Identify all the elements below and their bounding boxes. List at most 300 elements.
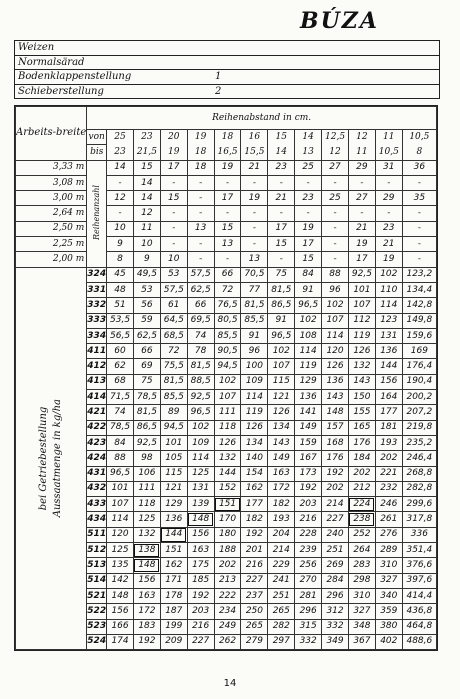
table-cell: - bbox=[402, 206, 436, 221]
table-cell: - bbox=[187, 237, 214, 252]
table-cell: 402 bbox=[375, 634, 402, 649]
table-cell: - bbox=[187, 175, 214, 190]
table-cell: 246,4 bbox=[402, 451, 436, 466]
table-cell: 238 bbox=[348, 512, 375, 527]
table-cell: 142 bbox=[107, 573, 134, 588]
table-cell: 129 bbox=[295, 374, 322, 389]
table-cell: 115 bbox=[160, 466, 187, 481]
table-cell: 281 bbox=[295, 588, 322, 603]
table-cell: 154 bbox=[241, 466, 268, 481]
table-cell: - bbox=[322, 175, 349, 190]
table-cell: 125 bbox=[187, 466, 214, 481]
table-cell: 53 bbox=[133, 282, 160, 297]
von-value: 12,5 bbox=[322, 130, 349, 145]
table-cell: 81,5 bbox=[160, 374, 187, 389]
table-cell: 162 bbox=[160, 558, 187, 573]
table-cell: 193 bbox=[375, 435, 402, 450]
table-cell: 94,5 bbox=[214, 359, 241, 374]
table-cell: 75,5 bbox=[160, 359, 187, 374]
table-cell: 163 bbox=[268, 466, 295, 481]
table-cell: 107 bbox=[322, 313, 349, 328]
table-cell: 101 bbox=[107, 481, 134, 496]
table-cell: 121 bbox=[268, 390, 295, 405]
table-cell: 102 bbox=[375, 267, 402, 282]
table-cell: 81,5 bbox=[268, 282, 295, 297]
table-cell: 224 bbox=[348, 497, 375, 512]
table-cell: 181 bbox=[375, 420, 402, 435]
table-cell: 227 bbox=[322, 512, 349, 527]
table-cell: 214 bbox=[268, 543, 295, 558]
table-cell: 340 bbox=[375, 588, 402, 603]
table-cell: - bbox=[214, 206, 241, 221]
table-cell: 239 bbox=[295, 543, 322, 558]
gear-setting: 411 bbox=[87, 344, 107, 359]
gear-setting: 333 bbox=[87, 313, 107, 328]
gear-setting: 522 bbox=[87, 604, 107, 619]
table-cell: - bbox=[348, 206, 375, 221]
table-cell: 76,5 bbox=[214, 298, 241, 313]
table-cell: 109 bbox=[187, 435, 214, 450]
table-cell: - bbox=[402, 237, 436, 252]
table-cell: 92,5 bbox=[348, 267, 375, 282]
table-cell: 227 bbox=[187, 634, 214, 649]
table-cell: 136 bbox=[375, 344, 402, 359]
table-cell: 17 bbox=[295, 237, 322, 252]
header-label: Normalsärad bbox=[18, 56, 85, 68]
table-cell: 241 bbox=[268, 573, 295, 588]
table-cell: 111 bbox=[214, 405, 241, 420]
table-cell: 298 bbox=[348, 573, 375, 588]
table-cell: 172 bbox=[133, 604, 160, 619]
table-cell: 96,5 bbox=[295, 298, 322, 313]
row-count-label-cell bbox=[87, 160, 107, 267]
table-cell: 171 bbox=[160, 573, 187, 588]
table-cell: - bbox=[322, 221, 349, 236]
table-cell: 106 bbox=[133, 466, 160, 481]
table-cell: 150 bbox=[348, 390, 375, 405]
table-cell: 19 bbox=[214, 160, 241, 175]
table-cell: 131 bbox=[187, 481, 214, 496]
table-cell: 202 bbox=[375, 451, 402, 466]
table-cell: 131 bbox=[375, 328, 402, 343]
table-cell: 69,5 bbox=[187, 313, 214, 328]
gear-setting: 512 bbox=[87, 543, 107, 558]
table-cell: 126 bbox=[322, 359, 349, 374]
table-cell: 269 bbox=[322, 558, 349, 573]
table-cell: 10 bbox=[160, 252, 187, 267]
table-cell: 123 bbox=[375, 313, 402, 328]
table-cell: 156 bbox=[187, 527, 214, 542]
table-cell: 25 bbox=[295, 160, 322, 175]
bis-value: 11 bbox=[348, 145, 375, 160]
table-cell: 167 bbox=[295, 451, 322, 466]
table-cell: 10 bbox=[133, 237, 160, 252]
table-cell: 170 bbox=[214, 512, 241, 527]
table-cell: 119 bbox=[295, 359, 322, 374]
table-cell: 262 bbox=[214, 634, 241, 649]
table-cell: 105 bbox=[160, 451, 187, 466]
seed-rate-table bbox=[14, 105, 438, 651]
table-cell: 80,5 bbox=[214, 313, 241, 328]
bis-value: 19 bbox=[160, 145, 187, 160]
gear-setting: 513 bbox=[87, 558, 107, 573]
bis-value: 16,5 bbox=[214, 145, 241, 160]
table-cell: 92,5 bbox=[133, 435, 160, 450]
table-cell: 85,5 bbox=[214, 328, 241, 343]
table-cell: 21 bbox=[348, 221, 375, 236]
table-cell: 90,5 bbox=[214, 344, 241, 359]
header-row bbox=[15, 41, 439, 56]
table-cell: 265 bbox=[268, 604, 295, 619]
work-width: 2,50 m bbox=[16, 221, 87, 236]
table-cell: 315 bbox=[295, 619, 322, 634]
table-cell: 107 bbox=[268, 359, 295, 374]
table-cell: 256 bbox=[295, 558, 322, 573]
table-cell: 23 bbox=[375, 221, 402, 236]
gear-setting: 424 bbox=[87, 451, 107, 466]
table-cell: 96,5 bbox=[107, 466, 134, 481]
work-width: 2,64 m bbox=[16, 206, 87, 221]
table-cell: 148 bbox=[107, 588, 134, 603]
table-cell: 96,5 bbox=[268, 328, 295, 343]
bis-value: 18 bbox=[187, 145, 214, 160]
table-row bbox=[16, 267, 437, 282]
table-cell: 367 bbox=[348, 634, 375, 649]
table-cell: 203 bbox=[187, 604, 214, 619]
table-cell: 114 bbox=[322, 328, 349, 343]
gear-setting: 332 bbox=[87, 298, 107, 313]
table-cell: 81,5 bbox=[187, 359, 214, 374]
table-cell: 89 bbox=[160, 405, 187, 420]
work-width: 3,00 m bbox=[16, 191, 87, 206]
table-cell: 397,6 bbox=[402, 573, 436, 588]
table-cell: 268,8 bbox=[402, 466, 436, 481]
gear-setting: 422 bbox=[87, 420, 107, 435]
table-cell: 17 bbox=[160, 160, 187, 175]
table-cell: 414,4 bbox=[402, 588, 436, 603]
table-cell: 51 bbox=[107, 298, 134, 313]
table-cell: 77 bbox=[241, 282, 268, 297]
row-count-label: Reihenanzahl bbox=[91, 184, 101, 240]
table-cell: 72 bbox=[160, 344, 187, 359]
table-cell: 86,5 bbox=[268, 298, 295, 313]
table-cell: 376,6 bbox=[402, 558, 436, 573]
table-cell: 102 bbox=[268, 344, 295, 359]
von-value: 10,5 bbox=[402, 130, 436, 145]
table-cell: - bbox=[214, 175, 241, 190]
table-cell: 11 bbox=[133, 221, 160, 236]
table-cell: 151 bbox=[160, 543, 187, 558]
von-value: 16 bbox=[241, 130, 268, 145]
table-cell: 351,4 bbox=[402, 543, 436, 558]
table-cell: 162 bbox=[241, 481, 268, 496]
table-cell: 229 bbox=[268, 558, 295, 573]
table-cell: - bbox=[187, 252, 214, 267]
table-cell: - bbox=[107, 206, 134, 221]
table-cell: 199 bbox=[160, 619, 187, 634]
table-cell: 92,5 bbox=[187, 390, 214, 405]
table-cell: 282 bbox=[268, 619, 295, 634]
von-value: 15 bbox=[268, 130, 295, 145]
table-cell: 68 bbox=[107, 374, 134, 389]
header-row bbox=[15, 56, 439, 71]
table-cell: 227 bbox=[241, 573, 268, 588]
table-cell: 126 bbox=[241, 420, 268, 435]
table-cell: 144 bbox=[214, 466, 241, 481]
table-cell: 91 bbox=[295, 282, 322, 297]
work-width: 2,00 m bbox=[16, 252, 87, 267]
table-cell: 29 bbox=[375, 191, 402, 206]
table-cell: 237 bbox=[241, 588, 268, 603]
table-cell: - bbox=[241, 206, 268, 221]
table-cell: 163 bbox=[187, 543, 214, 558]
table-cell: 184 bbox=[348, 451, 375, 466]
table-cell: 126 bbox=[348, 344, 375, 359]
table-cell: 66 bbox=[214, 267, 241, 282]
table-row bbox=[16, 252, 437, 267]
von-value: 18 bbox=[214, 130, 241, 145]
table-cell: - bbox=[268, 175, 295, 190]
table-cell: 296 bbox=[322, 588, 349, 603]
table-cell: 102 bbox=[322, 298, 349, 313]
table-cell: 70,5 bbox=[241, 267, 268, 282]
table-cell: - bbox=[295, 175, 322, 190]
table-cell: 332 bbox=[295, 634, 322, 649]
table-cell: - bbox=[241, 237, 268, 252]
table-cell: 102 bbox=[187, 420, 214, 435]
table-cell: 187 bbox=[160, 604, 187, 619]
table-cell: 9 bbox=[107, 237, 134, 252]
table-cell: 136 bbox=[322, 374, 349, 389]
table-cell: 264 bbox=[348, 543, 375, 558]
bis-value: 10,5 bbox=[375, 145, 402, 160]
gear-setting: 433 bbox=[87, 497, 107, 512]
table-cell: 59 bbox=[133, 313, 160, 328]
table-cell: 279 bbox=[241, 634, 268, 649]
table-cell: 66 bbox=[133, 344, 160, 359]
table-cell: 144 bbox=[375, 359, 402, 374]
von-value: 25 bbox=[107, 130, 134, 145]
table-cell: 142,8 bbox=[402, 298, 436, 313]
table-cell: 23 bbox=[268, 160, 295, 175]
table-cell: 149 bbox=[268, 451, 295, 466]
table-cell: 69 bbox=[133, 359, 160, 374]
gear-setting: 511 bbox=[87, 527, 107, 542]
header-label: Schieberstellung bbox=[18, 85, 104, 97]
bis-value: 21,5 bbox=[133, 145, 160, 160]
table-cell: - bbox=[268, 252, 295, 267]
table-cell: 74 bbox=[107, 405, 134, 420]
table-cell: - bbox=[187, 206, 214, 221]
table-cell: 18 bbox=[187, 160, 214, 175]
header-label: Weizen bbox=[18, 42, 55, 53]
table-cell: 13 bbox=[187, 221, 214, 236]
table-cell: 192 bbox=[241, 527, 268, 542]
table-cell: 173 bbox=[295, 466, 322, 481]
table-cell: 48 bbox=[107, 282, 134, 297]
table-cell: 165 bbox=[348, 420, 375, 435]
table-cell: 141 bbox=[295, 405, 322, 420]
table-cell: - bbox=[214, 252, 241, 267]
table-cell: 317,8 bbox=[402, 512, 436, 527]
table-cell: 78,5 bbox=[133, 390, 160, 405]
table-cell: 88 bbox=[322, 267, 349, 282]
table-cell: 36 bbox=[402, 160, 436, 175]
table-cell: 9 bbox=[133, 252, 160, 267]
table-cell: 126 bbox=[214, 435, 241, 450]
table-cell: 289 bbox=[375, 543, 402, 558]
table-row bbox=[16, 237, 437, 252]
table-cell: - bbox=[322, 252, 349, 267]
table-cell: 62 bbox=[107, 359, 134, 374]
bis-value: 14 bbox=[268, 145, 295, 160]
table-cell: 202 bbox=[348, 466, 375, 481]
table-cell: 134,4 bbox=[402, 282, 436, 297]
table-cell: 17 bbox=[348, 252, 375, 267]
table-cell: 182 bbox=[268, 497, 295, 512]
table-cell: 175 bbox=[187, 558, 214, 573]
table-cell: 135 bbox=[107, 558, 134, 573]
table-cell: 114 bbox=[107, 512, 134, 527]
table-cell: 45 bbox=[107, 267, 134, 282]
table-cell: 91 bbox=[268, 313, 295, 328]
table-cell: 15 bbox=[214, 221, 241, 236]
table-cell: - bbox=[160, 206, 187, 221]
gear-setting: 521 bbox=[87, 588, 107, 603]
table-cell: 78,5 bbox=[107, 420, 134, 435]
side-label-cell bbox=[16, 267, 87, 649]
von-value: 19 bbox=[187, 130, 214, 145]
table-cell: 192 bbox=[322, 466, 349, 481]
table-cell: 114 bbox=[241, 390, 268, 405]
table-cell: 163 bbox=[133, 588, 160, 603]
table-cell: 123,2 bbox=[402, 267, 436, 282]
table-cell: 214 bbox=[322, 497, 349, 512]
table-cell: 96 bbox=[241, 344, 268, 359]
table-cell: 188 bbox=[214, 543, 241, 558]
table-cell: 140 bbox=[241, 451, 268, 466]
table-cell: 129 bbox=[160, 497, 187, 512]
header-value: 1 bbox=[215, 71, 222, 82]
table-cell: 62,5 bbox=[133, 328, 160, 343]
table-cell: 114 bbox=[187, 451, 214, 466]
table-cell: 299,6 bbox=[402, 497, 436, 512]
table-cell: 107 bbox=[348, 298, 375, 313]
table-cell: 156 bbox=[133, 573, 160, 588]
table-cell: 200,2 bbox=[402, 390, 436, 405]
table-cell: 88 bbox=[107, 451, 134, 466]
table-cell: 310 bbox=[375, 558, 402, 573]
table-cell: 176 bbox=[348, 435, 375, 450]
table-cell: 125 bbox=[107, 543, 134, 558]
table-cell: 251 bbox=[268, 588, 295, 603]
table-cell: - bbox=[295, 206, 322, 221]
table-cell: 336 bbox=[402, 527, 436, 542]
von-label: von bbox=[87, 130, 107, 145]
table-cell: 152 bbox=[214, 481, 241, 496]
table-cell: 72 bbox=[214, 282, 241, 297]
table-cell: - bbox=[160, 237, 187, 252]
table-grid bbox=[15, 106, 437, 650]
table-row bbox=[16, 175, 437, 190]
table-cell: 132 bbox=[133, 527, 160, 542]
table-cell: 19 bbox=[241, 191, 268, 206]
table-cell: 156 bbox=[375, 374, 402, 389]
table-cell: 29 bbox=[348, 160, 375, 175]
table-cell: 23 bbox=[295, 191, 322, 206]
table-cell: 13 bbox=[214, 237, 241, 252]
table-cell: 143 bbox=[322, 390, 349, 405]
table-cell: 119 bbox=[241, 405, 268, 420]
table-cell: 12 bbox=[107, 191, 134, 206]
table-cell: 216 bbox=[295, 512, 322, 527]
table-cell: 21 bbox=[268, 191, 295, 206]
table-cell: 192 bbox=[295, 481, 322, 496]
table-cell: 8 bbox=[107, 252, 134, 267]
header-block bbox=[14, 40, 440, 99]
table-cell: 202 bbox=[322, 481, 349, 496]
table-cell: 134 bbox=[268, 420, 295, 435]
table-cell: 169 bbox=[402, 344, 436, 359]
table-cell: 56,5 bbox=[107, 328, 134, 343]
header-row bbox=[15, 70, 439, 85]
table-cell: 85,5 bbox=[241, 313, 268, 328]
gear-setting: 524 bbox=[87, 634, 107, 649]
table-cell: 13 bbox=[241, 252, 268, 267]
side-label-1: Aussaatmenge in kg/ha bbox=[52, 399, 64, 518]
table-cell: - bbox=[268, 206, 295, 221]
bis-label: bis bbox=[87, 145, 107, 160]
table-cell: 185 bbox=[187, 573, 214, 588]
table-cell: 380 bbox=[375, 619, 402, 634]
table-cell: 27 bbox=[348, 191, 375, 206]
table-cell: 149,8 bbox=[402, 313, 436, 328]
gear-setting: 412 bbox=[87, 359, 107, 374]
bis-value: 8 bbox=[402, 145, 436, 160]
von-value: 14 bbox=[295, 130, 322, 145]
table-cell: - bbox=[375, 206, 402, 221]
table-cell: 176 bbox=[322, 451, 349, 466]
table-cell: 15 bbox=[133, 160, 160, 175]
table-cell: 75 bbox=[268, 267, 295, 282]
table-cell: 156 bbox=[107, 604, 134, 619]
table-cell: 251 bbox=[322, 543, 349, 558]
table-cell: 166 bbox=[107, 619, 134, 634]
table-cell: - bbox=[402, 252, 436, 267]
table-cell: 121 bbox=[160, 481, 187, 496]
table-cell: 348 bbox=[348, 619, 375, 634]
gear-setting: 434 bbox=[87, 512, 107, 527]
table-cell: 213 bbox=[214, 573, 241, 588]
table-cell: 21 bbox=[375, 237, 402, 252]
table-cell: 149 bbox=[295, 420, 322, 435]
table-cell: 283 bbox=[348, 558, 375, 573]
table-cell: 183 bbox=[133, 619, 160, 634]
table-cell: 56 bbox=[133, 298, 160, 313]
table-cell: 96 bbox=[322, 282, 349, 297]
table-cell: - bbox=[322, 237, 349, 252]
table-cell: 126 bbox=[268, 405, 295, 420]
table-cell: 202 bbox=[214, 558, 241, 573]
table-cell: 57,5 bbox=[187, 267, 214, 282]
table-cell: 157 bbox=[322, 420, 349, 435]
table-cell: 216 bbox=[241, 558, 268, 573]
table-cell: 155 bbox=[348, 405, 375, 420]
table-cell: 250 bbox=[241, 604, 268, 619]
table-cell: 132 bbox=[214, 451, 241, 466]
table-cell: 118 bbox=[214, 420, 241, 435]
corner-label: Arbeits-breite bbox=[16, 107, 87, 161]
